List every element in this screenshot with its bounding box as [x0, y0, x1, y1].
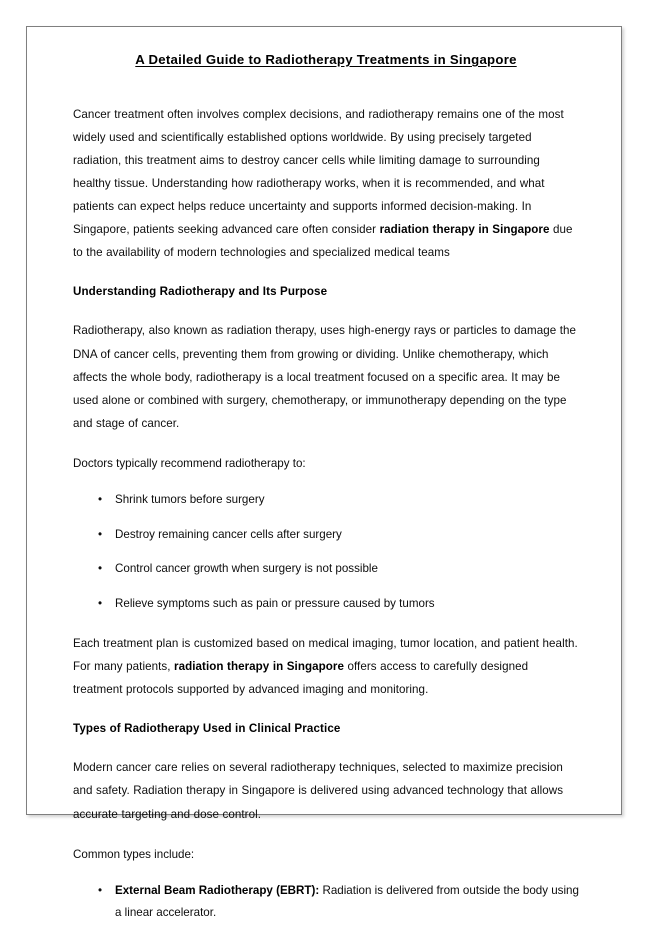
- paragraph-treatment-plan-keyphrase: radiation therapy in Singapore: [174, 660, 344, 674]
- list-intro-common-types: Common types include:: [73, 847, 195, 861]
- heading-understanding-radiotherapy: Understanding Radiotherapy and Its Purpose: [73, 285, 328, 299]
- list-item-label: Shrink tumors before surgery: [115, 493, 265, 507]
- heading-types-of-radiotherapy: Types of Radiotherapy Used in Clinical Practice: [73, 722, 341, 736]
- document-sheet: [26, 26, 622, 920]
- list-item: [73, 524, 579, 547]
- bullet-point-icon: •: [98, 493, 103, 507]
- intro-paragraph: [73, 103, 579, 265]
- list-item: [73, 489, 579, 512]
- list-item-label: Control cancer growth when surgery is not possible: [115, 562, 378, 576]
- paragraph-treatment-plan: [73, 632, 579, 701]
- bullet-point-icon: •: [98, 527, 103, 541]
- intro-paragraph-keyphrase: radiation therapy in Singapore: [379, 223, 550, 237]
- list-item: [73, 880, 579, 925]
- paragraph-modern-cancer-care: Modern cancer care relies on several radiotherapy techniques, selected to maximize precision and safety. Radiation therapy in Singapore is delivered using advanced technology that allows accurate targeting and dose control.: [73, 761, 564, 821]
- list-item-label: Destroy remaining cancer cells after surgery: [115, 527, 342, 541]
- paragraph-treatment-plan-part-1: Each treatment plan is customized based on medical imaging, tumor location, and patient health. For many patients,: [73, 637, 578, 674]
- list-item: [73, 558, 579, 581]
- list-radiotherapy-types: [73, 880, 579, 925]
- document-title: A Detailed Guide to Radiotherapy Treatments in Singapore: [135, 52, 517, 67]
- bullet-point-icon: •: [98, 562, 103, 576]
- intro-paragraph-part-1: Cancer treatment often involves complex decisions, and radiotherapy remains one of the most widely used and scientifically established options worldwide. By using precisely targeted radiation, this treatment aims to destroy cancer cells while limiting damage to surrounding healthy tissue. Understanding how radiotherapy works, when it is recommended, and what patients can expect helps reduce uncertainty and supports informed decision-making. In Singapore, patients seeking advanced care often consider: [73, 107, 564, 237]
- list-item-term: External Beam Radiotherapy (EBRT):: [115, 883, 320, 897]
- paragraph-radiotherapy-definition: Radiotherapy, also known as radiation therapy, uses high-energy rays or particles to damage the DNA of cancer cells, preventing them from growing or dividing. Unlike chemotherapy, which affects the whole body, radiotherapy is a local treatment focused on a specific area. It may be used alone or combined with surgery, chemotherapy, or immunotherapy depending on the type and stage of cancer.: [73, 324, 577, 430]
- intro-paragraph-part-2: due to the availability of modern technologies and specialized medical teams: [73, 223, 573, 260]
- list-item-label: Relieve symptoms such as pain or pressure caused by tumors: [115, 596, 435, 610]
- list-recommendations: [73, 489, 579, 615]
- document-body: [73, 51, 579, 939]
- list-intro-doctors-recommend: Doctors typically recommend radiotherapy to:: [73, 456, 306, 470]
- paragraph-treatment-plan-part-2: offers access to carefully designed treatment protocols supported by advanced imaging and monitoring.: [73, 660, 529, 697]
- list-item-description: Radiation is delivered from outside the body using a linear accelerator.: [115, 883, 579, 920]
- list-item: [73, 593, 579, 616]
- bullet-point-icon: •: [98, 883, 103, 897]
- bullet-point-icon: •: [98, 596, 103, 610]
